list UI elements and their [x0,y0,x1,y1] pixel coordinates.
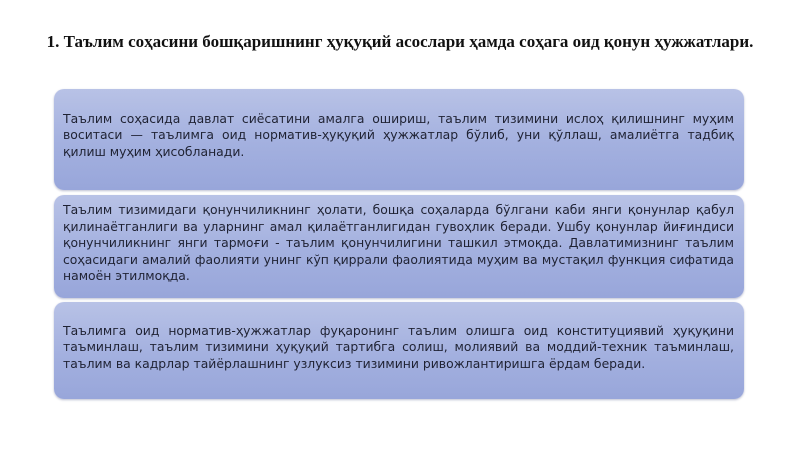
content-box-3 [54,302,744,399]
content-box-1 [54,89,744,190]
content-box-3-text: Таълимга оид норматив-ҳужжатлар фуқаронинг таълим олишга оид конституциявий ҳуқуқини таъминлаш, таълим тизимини ҳуқуқий тартибга солиш, молиявий ва моддий-техник таъминлаш, таълим ва кадрлар тайёрлашнинг узлуксиз тизимини ривожлантиришга ёрдам беради. [63,322,734,371]
content-box-2-text: Таълим тизимидаги қонунчиликнинг ҳолати, бошқа соҳаларда бўлгани каби янги қонунлар қабул қилинаётганлиги ва уларнинг амал қилаётганлигидан гувоҳлик беради. Ушбу қонунлар йиғиндиси қонунчиликнинг янги тармоғи - таълим қонунчилигини ташкил этмоқда. Давлатимизнинг таълим соҳасидаги амалий фаолияти унинг кўп қиррали фаолиятида муҳим ва мустақил функция сифатида намоён этилмоқда. [63,202,734,284]
content-box-2 [54,195,744,298]
content-box-1-text: Таълим соҳасида давлат сиёсатини амалга ошириш, таълим тизимини ислоҳ қилишнинг муҳим воситаси — таълимга оид норматив-ҳуқуқий ҳужжатлар бўлиб, уни қўллаш, амалиётга тадбиқ қилиш муҳим ҳисобланади. [63,110,734,159]
slide-title: 1. Таълим соҳасини бошқаришнинг ҳуқуқий асослари ҳамда соҳага оид қонун ҳужжатлари. [46,32,754,51]
